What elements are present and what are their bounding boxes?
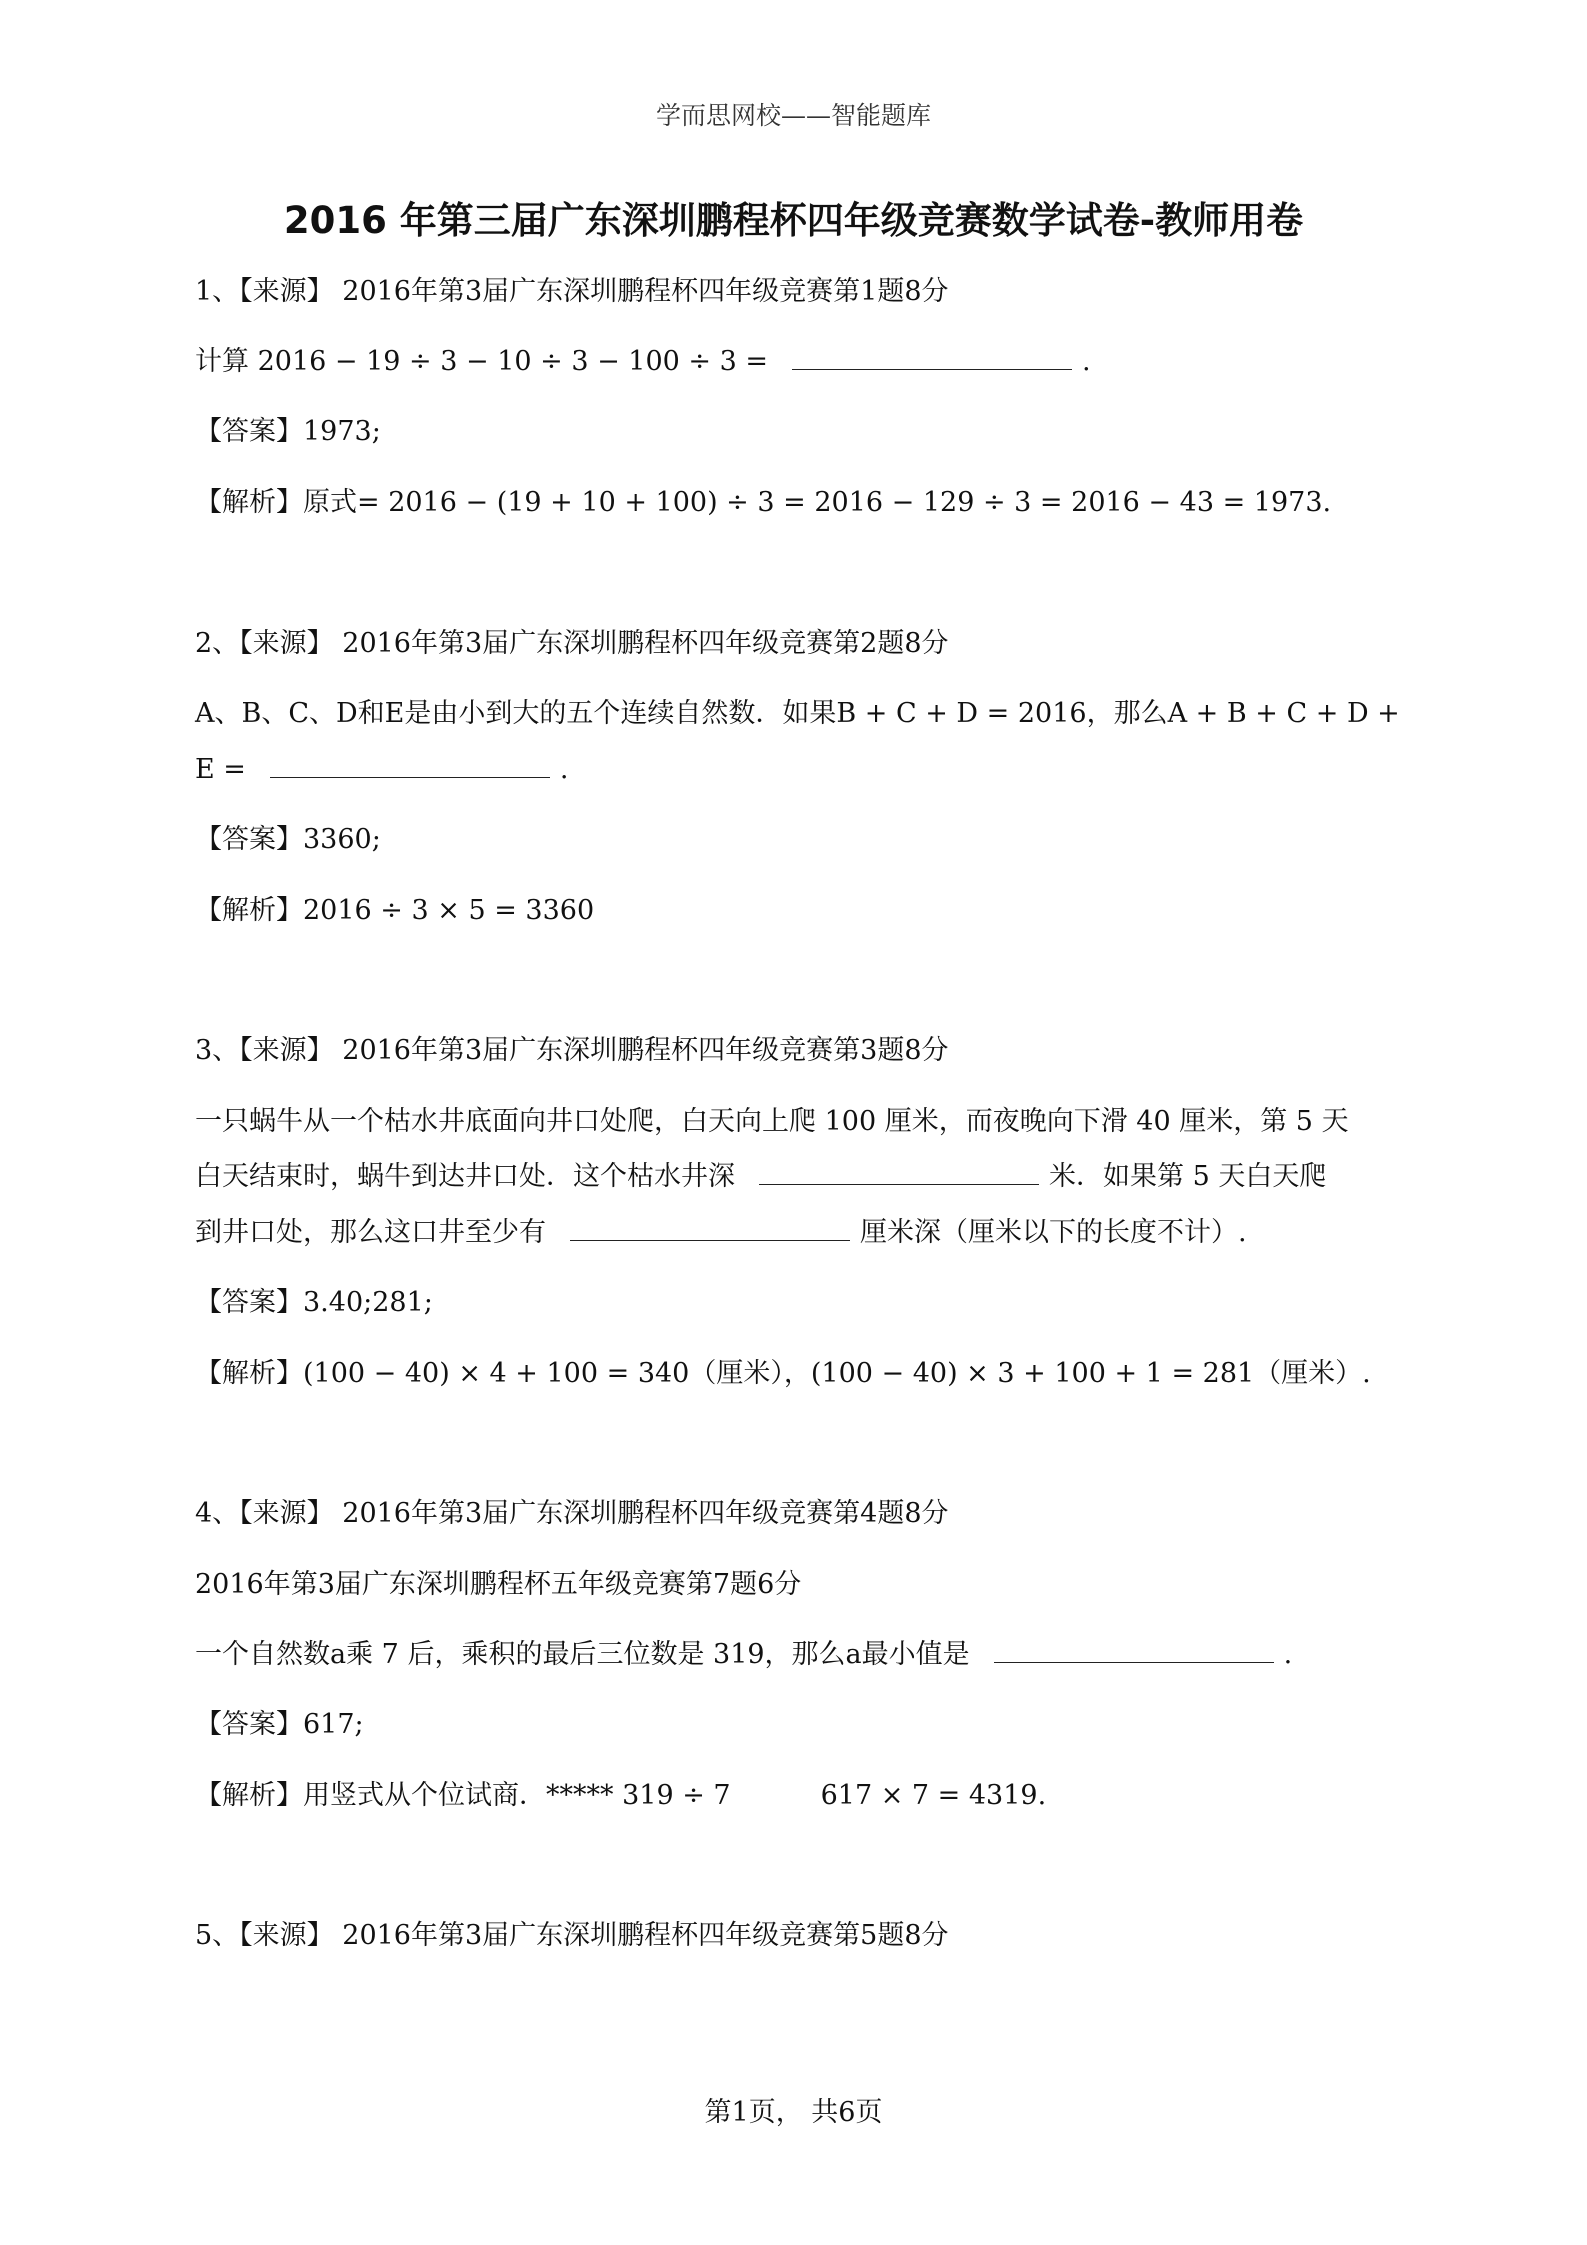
q4-answer-blank — [994, 1636, 1274, 1663]
q2-answer-blank — [270, 751, 550, 778]
q4-analysis-b: 617 × 7 = 4319. — [820, 1780, 1047, 1811]
q1-question-end: . — [1082, 346, 1091, 377]
q4-source-secondary: 2016年第3届广东深圳鹏程杯五年级竞赛第7题6分 — [195, 1569, 802, 1600]
page-header: 学而思网校——智能题库 — [655, 101, 931, 130]
q3-answer-blank-1 — [759, 1158, 1039, 1185]
q4-answer: 【答案】617; — [195, 1709, 364, 1740]
q3-answer-blank-2 — [570, 1214, 850, 1241]
q3-answer: 【答案】3.40;281; — [195, 1287, 433, 1318]
q4-question-text: 一个自然数a乘 7 后，乘积的最后三位数是 319，那么a最小值是 — [195, 1639, 970, 1670]
q2-source: 2、【来源】 2016年第3届广东深圳鹏程杯四年级竞赛第2题8分 — [195, 628, 949, 659]
q2-question-line2 — [195, 750, 569, 790]
q4-source: 4、【来源】 2016年第3届广东深圳鹏程杯四年级竞赛第4题8分 — [195, 1498, 949, 1529]
q2-question-line1: A、B、C、D和E是由小到大的五个连续自然数．如果B + C + D = 2016，那么A + B + C + D + — [195, 698, 1400, 729]
q1-answer-blank — [792, 343, 1072, 370]
q4-question-end: . — [1283, 1639, 1293, 1670]
q2-analysis: 【解析】2016 ÷ 3 × 5 = 3360 — [195, 895, 595, 926]
page-title: 2016 年第三届广东深圳鹏程杯四年级竞赛数学试卷-教师用卷 — [283, 199, 1304, 242]
q3-source: 3、【来源】 2016年第3届广东深圳鹏程杯四年级竞赛第3题8分 — [195, 1035, 949, 1066]
q3-analysis: 【解析】(100 − 40) × 4 + 100 = 340（厘米），(100 − 40) × 3 + 100 + 1 = 281（厘米）. — [195, 1358, 1371, 1389]
q1-question-text: 计算 2016 − 19 ÷ 3 − 10 ÷ 3 − 100 ÷ 3 = — [195, 346, 769, 377]
q3-question-line2-a: 白天结束时，蜗牛到达井口处．这个枯水井深 — [195, 1161, 735, 1192]
q1-analysis: 【解析】原式= 2016 − (19 + 10 + 100) ÷ 3 = 2016 − 129 ÷ 3 = 2016 − 43 = 1973. — [195, 487, 1332, 518]
q4-analysis-a: 【解析】用竖式从个位试商．***** 319 ÷ 7 — [195, 1780, 731, 1811]
q3-question-line2 — [195, 1157, 1326, 1197]
q2-answer: 【答案】3360; — [195, 824, 381, 855]
q5-source: 5、【来源】 2016年第3届广东深圳鹏程杯四年级竞赛第5题8分 — [195, 1920, 949, 1951]
q3-question-line2-b: 米．如果第 5 天白天爬 — [1049, 1161, 1327, 1192]
q3-question-line3-b: 厘米深（厘米以下的长度不计）. — [860, 1217, 1247, 1248]
q4-question — [195, 1635, 1292, 1675]
page-footer: 第1页， 共6页 — [704, 2097, 883, 2128]
q3-question-line3 — [195, 1213, 1247, 1253]
q1-question — [195, 342, 1091, 382]
q3-question-line1: 一只蜗牛从一个枯水井底面向井口处爬，白天向上爬 100 厘米，而夜晚向下滑 40 厘米，第 5 天 — [195, 1106, 1349, 1137]
q4-analysis — [195, 1776, 1046, 1816]
q3-question-line3-a: 到井口处，那么这口井至少有 — [195, 1217, 546, 1248]
q1-answer: 【答案】1973; — [195, 416, 381, 447]
q2-question-end: . — [559, 754, 569, 785]
q1-source: 1、【来源】 2016年第3届广东深圳鹏程杯四年级竞赛第1题8分 — [195, 276, 949, 307]
q2-question-line2-text: E = — [195, 754, 246, 785]
